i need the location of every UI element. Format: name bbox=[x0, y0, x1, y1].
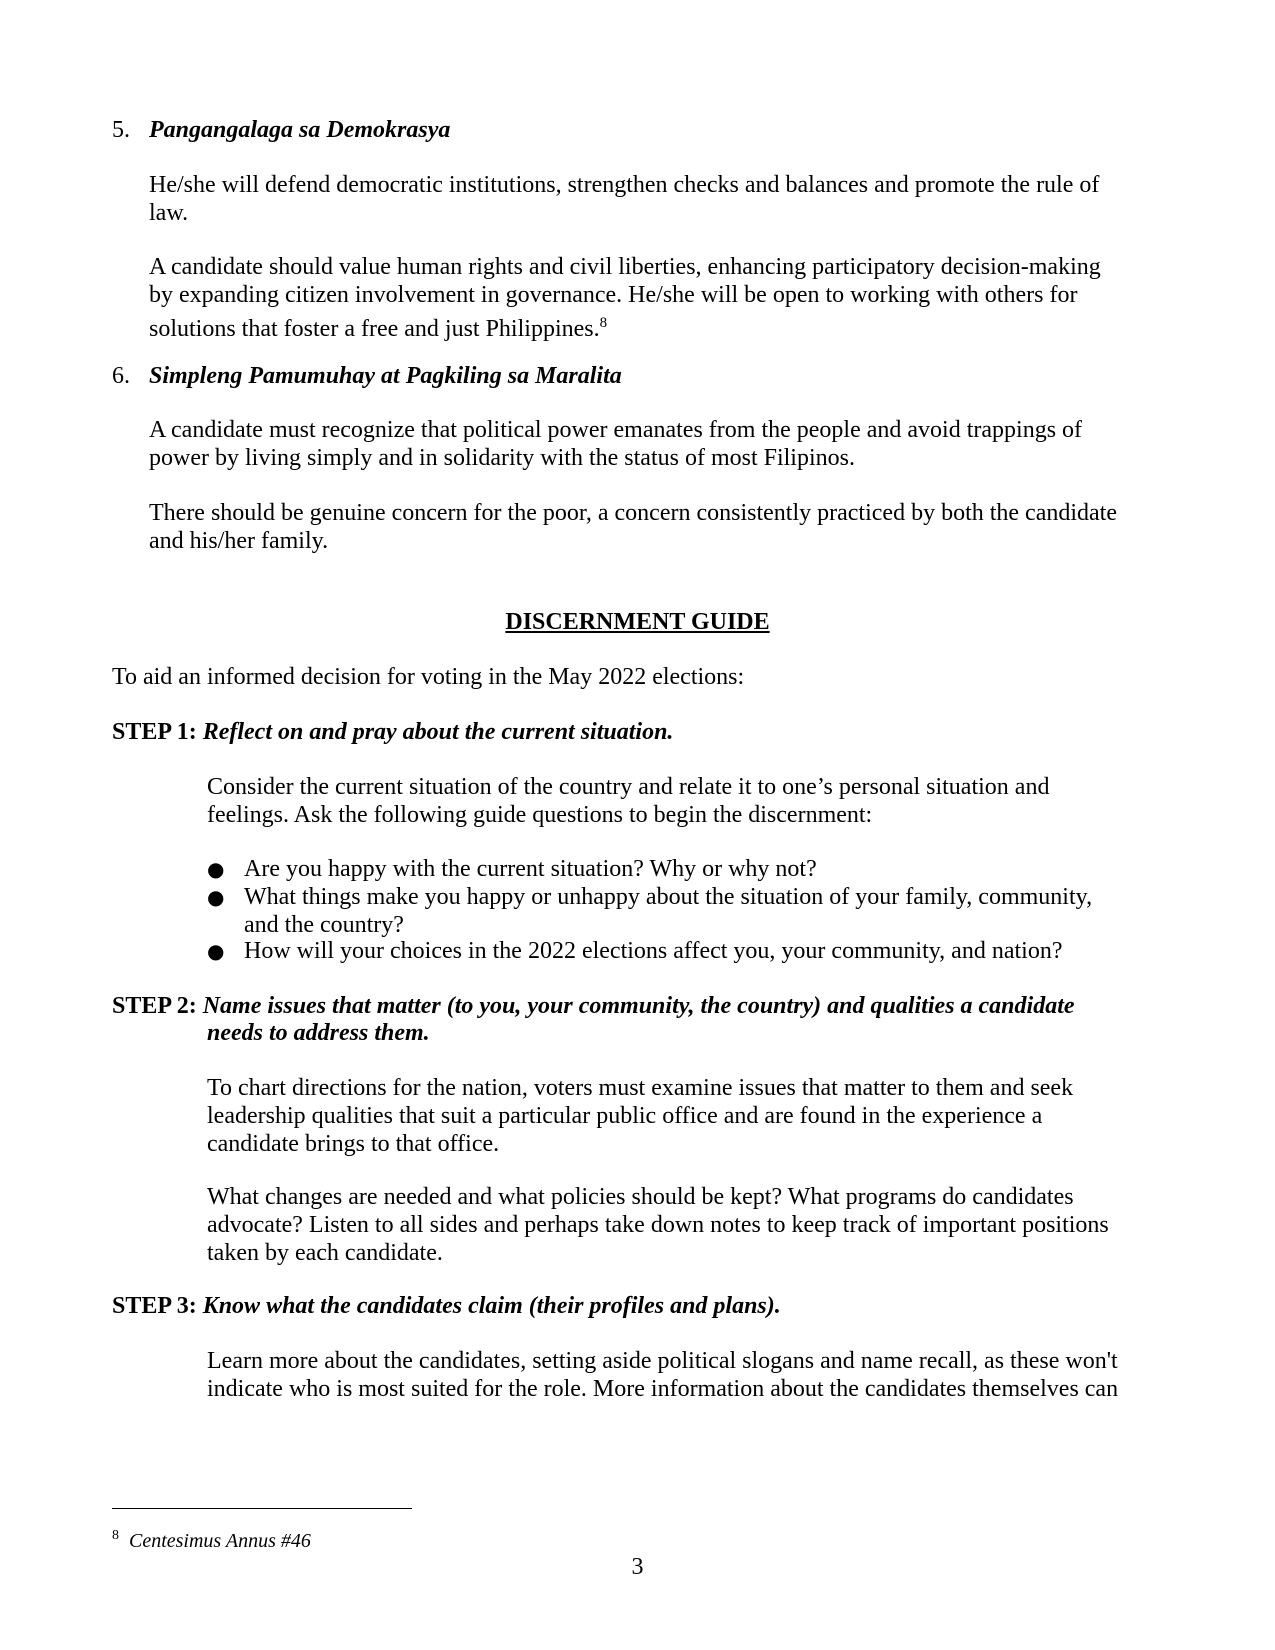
section-6-paragraph-2: There should be genuine concern for the poor, a concern consistently practiced by both the candidate and his/her family. bbox=[149, 500, 1118, 554]
bullet-icon: ● bbox=[207, 939, 225, 963]
section-6-number: 6. bbox=[112, 363, 130, 389]
page-number: 3 bbox=[631, 1554, 644, 1580]
step-1-heading: STEP 1: Reflect on and pray about the current situation. bbox=[112, 719, 674, 745]
guide-title: DISCERNMENT GUIDE bbox=[505, 609, 770, 635]
section-5-title: Pangangalaga sa Demokrasya bbox=[149, 117, 451, 143]
step-3-paragraph: Learn more about the candidates, setting aside political slogans and name recall, as these won't indicate who is most suited for the role. More information about the candidates themselves can bbox=[207, 1348, 1119, 1402]
step-1-paragraph: Consider the current situation of the country and relate it to one’s personal situation and feelings. Ask the following guide questions to begin the discernment: bbox=[207, 774, 1050, 828]
bullet-icon: ● bbox=[207, 885, 225, 909]
footnote bbox=[112, 1522, 311, 1555]
footnote-reference[interactable]: 8 bbox=[599, 315, 608, 331]
step-2-heading-continued: needs to address them. bbox=[207, 1020, 430, 1046]
guide-intro: To aid an informed decision for voting in the May 2022 elections: bbox=[112, 664, 745, 690]
footnote-text: Centesimus Annus #46 bbox=[129, 1530, 311, 1552]
step-1-bullet-2: What things make you happy or unhappy about the situation of your family, community, and the country? bbox=[244, 884, 1093, 938]
section-5-paragraph-2: A candidate should value human rights and civil liberties, enhancing participatory decision-making by expanding citizen involvement in governance. He/she will be open to working with others for solutions that foster a free and just Philippines.$^8$ bbox=[149, 254, 1101, 342]
section-6-paragraph-1: A candidate must recognize that political power emanates from the people and avoid trappings of power by living simply and in solidarity with the status of most Filipinos. bbox=[149, 417, 1083, 471]
footnote-marker: 8 bbox=[112, 1528, 119, 1543]
step-2-paragraph-1: To chart directions for the nation, voters must examine issues that matter to them and seek leadership qualities that suit a particular public office and are found in the experience a candidate brings to that office. bbox=[207, 1075, 1074, 1157]
section-5-paragraph-1: He/she will defend democratic institutions, strengthen checks and balances and promote the rule of law. bbox=[149, 172, 1100, 226]
section-6-title: Simpleng Pamumuhay at Pagkiling sa Maralita bbox=[149, 363, 622, 389]
step-2-heading: STEP 2: Name issues that matter (to you, your community, the country) and qualities a candidate bbox=[112, 993, 1075, 1019]
step-3-heading: STEP 3: Know what the candidates claim (their profiles and plans). bbox=[112, 1293, 781, 1319]
section-5-number: 5. bbox=[112, 117, 130, 143]
footnote-separator bbox=[112, 1508, 412, 1509]
step-1-bullet-1: Are you happy with the current situation? Why or why not? bbox=[244, 856, 817, 882]
step-1-bullet-3: How will your choices in the 2022 elections affect you, your community, and nation? bbox=[244, 938, 1063, 964]
step-2-paragraph-2: What changes are needed and what policies should be kept? What programs do candidates advocate? Listen to all sides and perhaps take down notes to keep track of important positions taken by each candidate. bbox=[207, 1184, 1109, 1266]
bullet-icon: ● bbox=[207, 857, 225, 881]
